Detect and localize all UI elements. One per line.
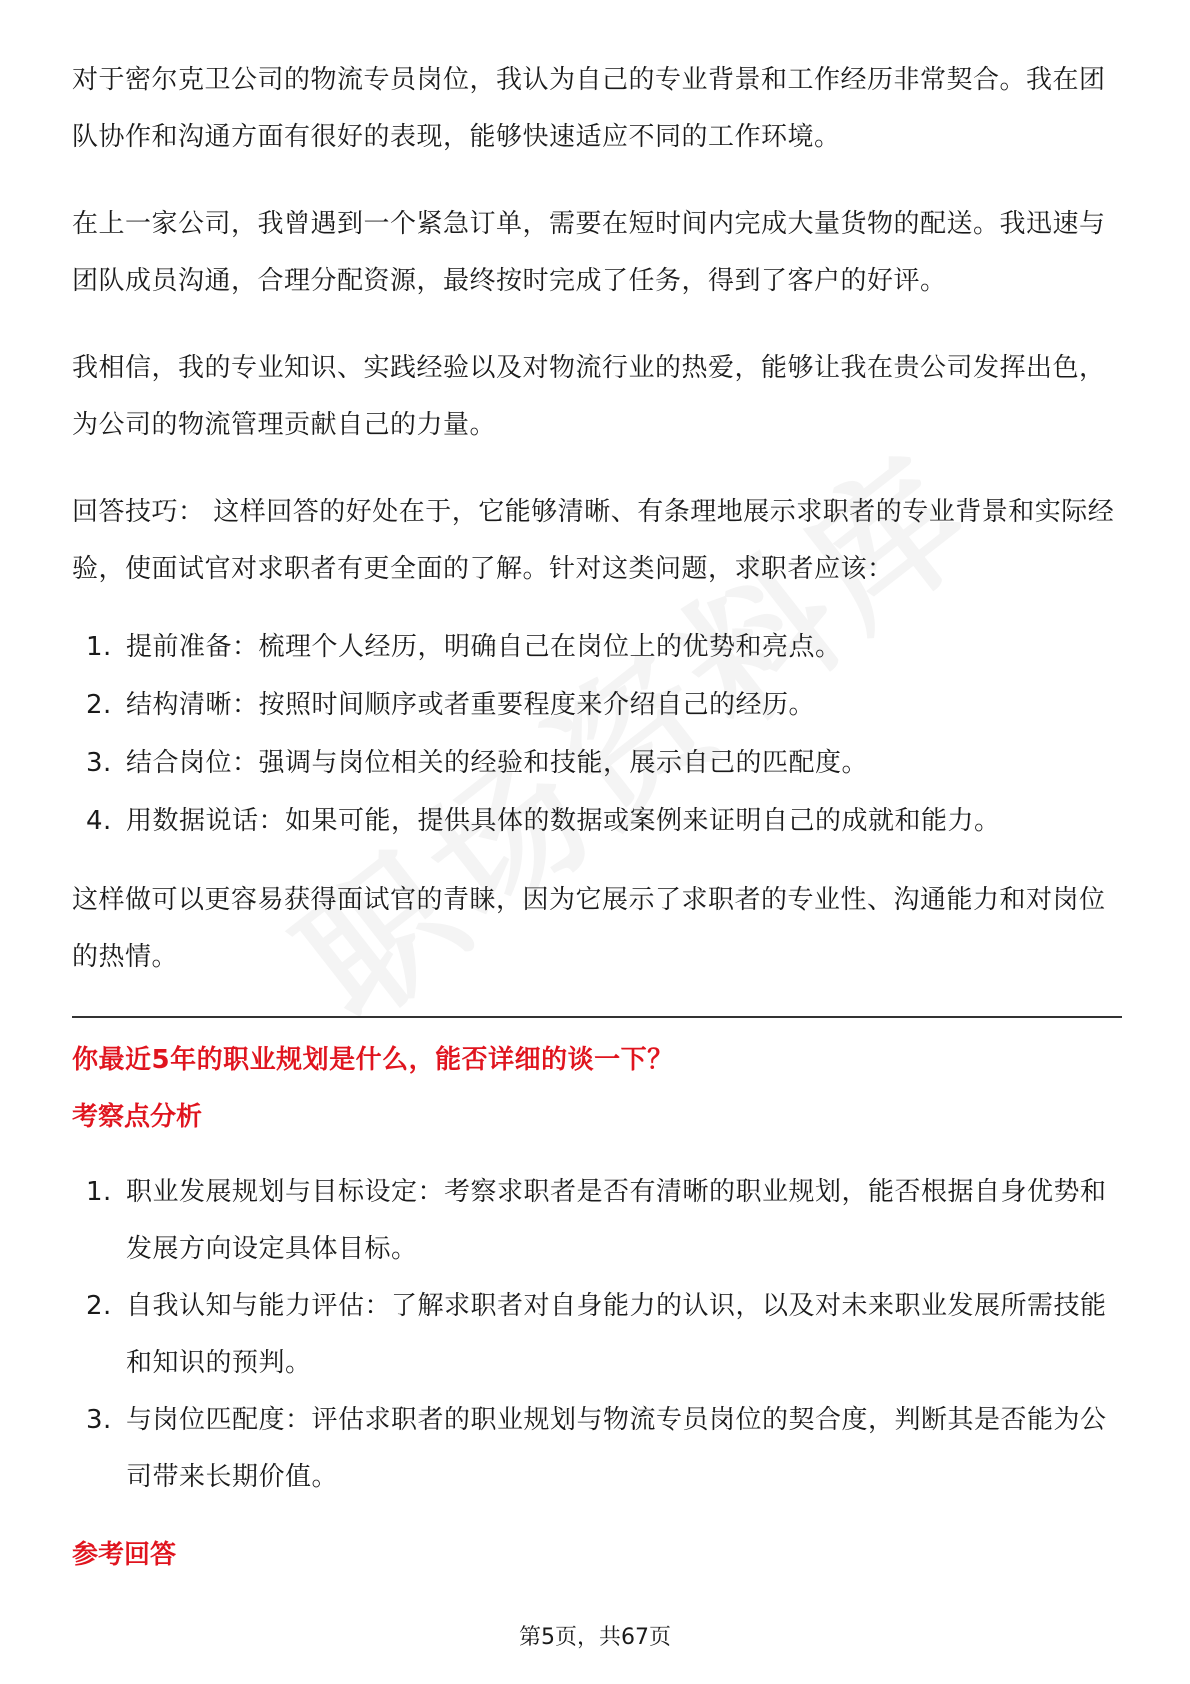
list-item: 2. 自我认知与能力评估：了解求职者对自身能力的认识，以及对未来职业发展所需技能和知识的预判。 <box>86 1291 1107 1378</box>
page-number: 第5页，共67页 <box>519 1625 671 1650</box>
paragraph-tips-intro: 回答技巧： 这样回答的好处在于，它能够清晰、有条理地展示求职者的专业背景和实际经验，使面试官对求职者有更全面的了解。针对这类问题，求职者应该： <box>72 497 1115 584</box>
divider <box>72 1016 1122 1018</box>
list-item: 1. 职业发展规划与目标设定：考察求职者是否有清晰的职业规划，能否根据自身优势和发展方向设定具体目标。 <box>86 1177 1107 1264</box>
paragraph-example: 在上一家公司，我曾遇到一个紧急订单，需要在短时间内完成大量货物的配送。我迅速与团队成员沟通，合理分配资源，最终按时完成了任务，得到了客户的好评。 <box>72 209 1106 296</box>
question-heading: 你最近5年的职业规划是什么，能否详细的谈一下？ <box>72 1045 674 1075</box>
paragraph-closing: 这样做可以更容易获得面试官的青睐，因为它展示了求职者的专业性、沟通能力和对岗位的热情。 <box>72 885 1106 972</box>
list-item: 3. 与岗位匹配度：评估求职者的职业规划与物流专员岗位的契合度，判断其是否能为公司带来长期价值。 <box>86 1405 1107 1492</box>
list-item: 2. 结构清晰：按照时间顺序或者重要程度来介绍自己的经历。 <box>86 690 816 720</box>
tips-list <box>72 618 1122 850</box>
list-item: 1. 提前准备：梳理个人经历，明确自己在岗位上的优势和亮点。 <box>86 632 842 662</box>
paragraph-fit: 对于密尔克卫公司的物流专员岗位，我认为自己的专业背景和工作经历非常契合。我在团队协作和沟通方面有很好的表现，能够快速适应不同的工作环境。 <box>72 65 1106 152</box>
answer-heading: 参考回答 <box>72 1540 177 1570</box>
list-item: 3. 结合岗位：强调与岗位相关的经验和技能，展示自己的匹配度。 <box>86 748 869 778</box>
analysis-list <box>72 1164 1122 1506</box>
paragraph-belief: 我相信，我的专业知识、实践经验以及对物流行业的热爱，能够让我在贵公司发挥出色，为公司的物流管理贡献自己的力量。 <box>72 353 1106 440</box>
analysis-heading: 考察点分析 <box>72 1102 203 1132</box>
list-item: 4. 用数据说话：如果可能，提供具体的数据或案例来证明自己的成就和能力。 <box>86 806 1001 836</box>
document-body <box>72 52 1122 1602</box>
